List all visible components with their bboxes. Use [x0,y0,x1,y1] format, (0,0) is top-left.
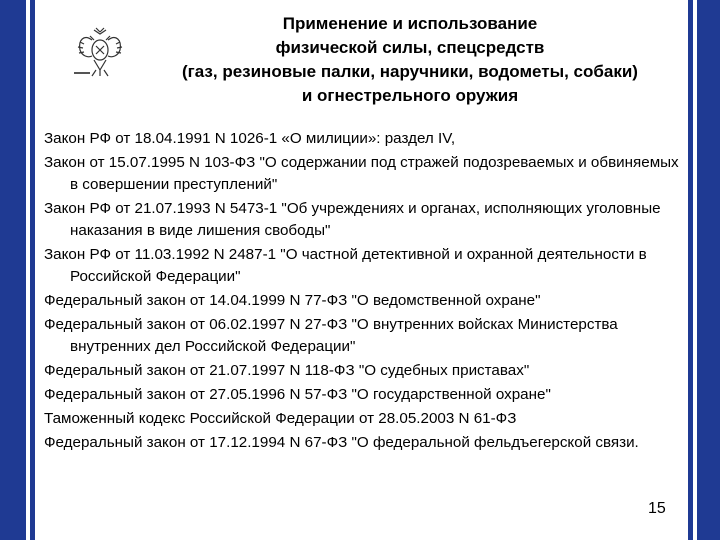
eagle-emblem-icon [74,26,126,82]
page-number: 15 [648,500,666,517]
right-border-bar [697,0,720,540]
laws-list [44,128,684,456]
list-item: Федеральный закон от 21.07.1997 N 118-ФЗ "О судебных приставах" [44,362,530,379]
list-item: Закон РФ от 11.03.1992 N 2487-1 "О частной детективной и охранной деятельности в Российской Федерации" [44,246,647,285]
list-item: Закон от 15.07.1995 N 103-ФЗ "О содержании под стражей подозреваемых и обвиняемых в совершении преступлений" [44,154,679,193]
list-item: Закон РФ от 18.04.1991 N 1026-1 «О милиции»: раздел IV, [44,130,456,147]
right-border-gap [693,0,697,540]
list-item: Федеральный закон от 06.02.1997 N 27-ФЗ "О внутренних войсках Министерства внутренних дел Российской Федерации" [44,316,618,355]
list-item: Закон РФ от 21.07.1993 N 5473-1 "Об учреждениях и органах, исполняющих уголовные наказания в виде лишения свободы" [44,200,661,239]
list-item: Федеральный закон от 27.05.1996 N 57-ФЗ "О государственной охране" [44,386,551,403]
title-line-2: физической силы, спецсредств [275,38,545,57]
title-line-1: Применение и использование [282,14,538,33]
left-border-bar [0,0,26,540]
title-line-3: (газ, резиновые палки, наручники, водометы, собаки) [182,62,638,81]
list-item: Таможенный кодекс Российской Федерации от 28.05.2003 N 61-ФЗ [44,410,517,427]
left-border-line [30,0,35,540]
slide-title [130,12,690,108]
list-item: Федеральный закон от 17.12.1994 N 67-ФЗ "О федеральной фельдъегерской связи. [44,434,639,451]
title-line-4: и огнестрельного оружия [301,86,519,105]
list-item: Федеральный закон от 14.04.1999 N 77-ФЗ "О ведомственной охране" [44,292,541,309]
